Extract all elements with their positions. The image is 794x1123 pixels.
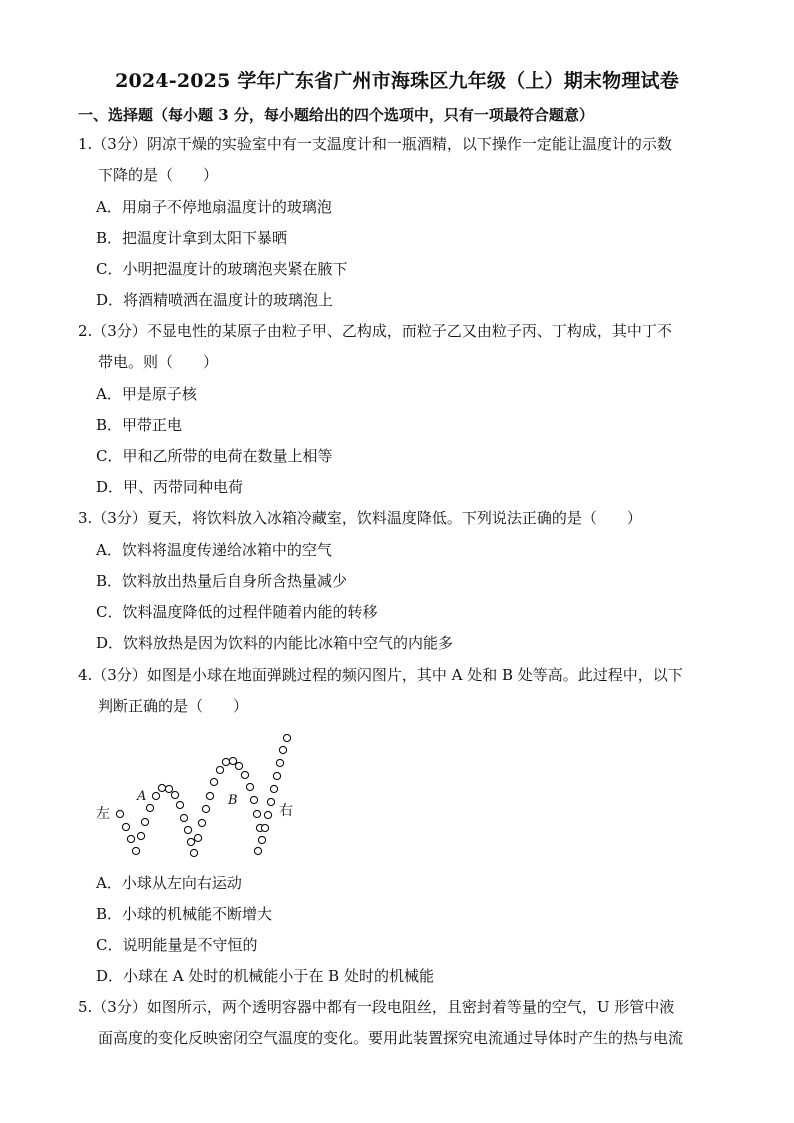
question-5-stem-cont: 面高度的变化反映密闭空气温度的变化。要用此装置探究电流通过导体时产生的热与电流 [98, 1029, 684, 1047]
question-4-option-d: D．小球在 A 处时的机械能小于在 B 处时的机械能 [96, 967, 434, 985]
question-2-option-b: B．甲带正电 [96, 416, 183, 434]
question-3-option-b: B．饮料放出热量后自身所含热量减少 [96, 572, 348, 590]
question-2-option-a: A．甲是原子核 [96, 385, 197, 403]
question-3-option-a: A．饮料将温度传递给冰箱中的空气 [96, 541, 332, 559]
question-3-option-d: D．饮料放热是因为饮料的内能比冰箱中空气的内能多 [96, 634, 454, 652]
question-3-stem: 3.（3分）夏天，将饮料放入冰箱冷藏室，饮料温度降低。下列说法正确的是（ ） [78, 509, 642, 527]
question-1-option-a: A．用扇子不停地扇温度计的玻璃泡 [96, 198, 332, 216]
section-heading: 一、选择题（每小题 3 分，每小题给出的四个选项中，只有一项最符合题意） [78, 106, 594, 124]
question-2-option-d: D．甲、丙带同种电荷 [96, 478, 244, 496]
bouncing-ball-figure [90, 726, 320, 862]
question-2-stem: 2.（3分）不显电性的某原子由粒子甲、乙构成，而粒子乙又由粒子丙、丁构成，其中丁不 [78, 322, 672, 340]
question-4-option-a: A．小球从左向右运动 [96, 874, 242, 892]
question-4-stem: 4.（3分）如图是小球在地面弹跳过程的频闪图片，其中 A 处和 B 处等高。此过程中，以下 [78, 666, 683, 684]
question-4-option-c: C．说明能量是不守恒的 [96, 936, 258, 954]
label-right: 右 [279, 803, 293, 819]
question-4-stem-cont: 判断正确的是（ ） [98, 697, 249, 715]
page-title: 2024-2025 学年广东省广州市海珠区九年级（上）期末物理试卷 [115, 70, 679, 92]
question-1-stem: 1.（3分）阴凉干燥的实验室中有一支温度计和一瓶酒精，以下操作一定能让温度计的示数 [78, 135, 672, 153]
label-point-a: A [137, 789, 147, 804]
question-4-option-b: B．小球的机械能不断增大 [96, 905, 273, 923]
label-point-b: B [228, 793, 238, 808]
label-left: 左 [96, 806, 110, 822]
question-2-stem-cont: 带电。则（ ） [98, 353, 219, 371]
question-1-stem-cont: 下降的是（ ） [98, 166, 219, 184]
question-1-option-d: D．将酒精喷洒在温度计的玻璃泡上 [96, 291, 334, 309]
question-3-option-c: C．饮料温度降低的过程伴随着内能的转移 [96, 603, 378, 621]
question-2-option-c: C．甲和乙所带的电荷在数量上相等 [96, 447, 333, 465]
question-5-stem: 5.（3分）如图所示，两个透明容器中都有一段电阻丝，且密封着等量的空气，U 形管中液 [78, 998, 675, 1016]
question-1-option-c: C．小明把温度计的玻璃泡夹紧在腋下 [96, 260, 348, 278]
question-1-option-b: B．把温度计拿到太阳下暴晒 [96, 229, 288, 247]
